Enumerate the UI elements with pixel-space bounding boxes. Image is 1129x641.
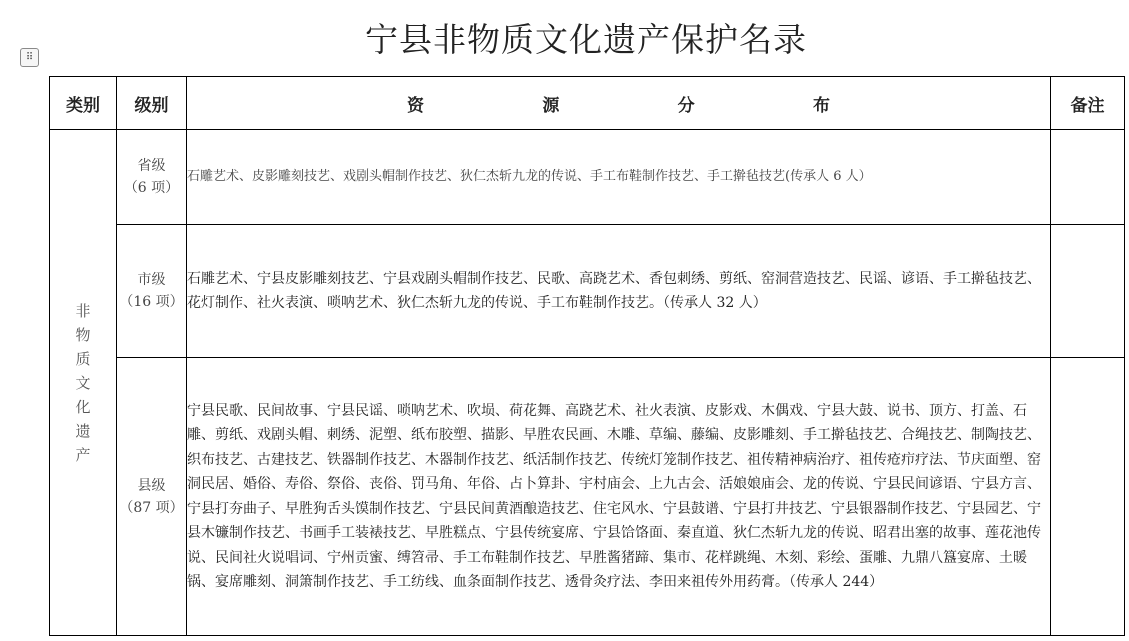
content-cell: 石雕艺术、宁县皮影雕刻技艺、宁县戏剧头帽制作技艺、民歌、高跷艺术、香包刺绣、剪纸、窑洞营造技艺、民谣、谚语、手工擀毡技艺、花灯制作、社火表演、唢呐艺术、狄仁杰斩九龙的传说、手工布鞋制作技艺。（传承人 32 人） [187,225,1051,358]
note-cell [1051,130,1125,225]
header-distribution-char: 源 [542,95,560,116]
table-move-handle-icon[interactable]: ⠿ [20,48,39,67]
level-count: （6 项） [123,180,180,196]
category-char: 物 [75,325,91,344]
table-row-county [50,358,1125,636]
heritage-table [49,76,1125,636]
category-char: 化 [75,397,91,416]
level-count: （16 项） [119,294,184,310]
category-char: 非 [75,301,91,320]
note-cell [1051,358,1125,636]
header-distribution-char: 布 [812,95,830,116]
level-cell [117,358,187,636]
category-char: 文 [75,373,91,392]
header-distribution [187,77,1051,130]
header-row [50,77,1125,130]
level-label: 市级 [137,272,166,288]
level-cell [117,225,187,358]
category-char: 遗 [75,421,91,440]
content-cell: 宁县民歌、民间故事、宁县民谣、唢呐艺术、吹埙、荷花舞、高跷艺术、社火表演、皮影戏、木偶戏、宁县大鼓、说书、顶方、打盖、石雕、剪纸、戏剧头帽、刺绣、泥塑、纸布胶塑、描影、早胜农民画、木雕、草编、藤编、皮影雕刻、手工擀毡技艺、合绳技艺、制陶技艺、织布技艺、古建技艺、铁器制作技艺、木器制作技艺、纸活制作技艺、传统灯笼制作技艺、祖传精神病治疗、祖传疮疖疗法、节庆面塑、窑洞民居、婚俗、寿俗、祭俗、丧俗、罚马角、年俗、占卜算卦、宇村庙会、上九古会、活娘娘庙会、龙的传说、宁县民间谚语、宁县方言、宁县打夯曲子、早胜狗舌头馍制作技艺、宁县民间黄酒酿造技艺、住宅风水、宁县鼓谱、宁县打井技艺、宁县银器制作技艺、宁县园艺、宁县木镰制作技艺、书画手工装裱技艺、早胜糕点、宁县传统宴席、宁县饸饹面、秦直道、狄仁杰斩九龙的传说、昭君出塞的故事、莲花池传说、民间社火说唱词、宁州贡蜜、缚笤帚、手工布鞋制作技艺、早胜酱猪蹄、集市、花样跳绳、木刻、彩绘、蛋雕、九鼎八簋宴席、土暖锅、宴席雕刻、洞箫制作技艺、手工纺线、血条面制作技艺、透骨灸疗法、李田来祖传外用药膏。（传承人 244） [187,358,1051,636]
category-char: 产 [75,445,91,464]
level-label: 县级 [137,477,166,494]
table-row-provincial [50,130,1125,225]
level-label: 省级 [137,158,166,174]
page-title: 宁县非物质文化遗产保护名录 [365,20,807,59]
table-row-municipal [50,225,1125,358]
category-char: 质 [75,349,91,368]
header-distribution-char: 资 [407,95,424,116]
content-cell: 石雕艺术、皮影雕刻技艺、戏剧头帽制作技艺、狄仁杰斩九龙的传说、手工布鞋制作技艺、手工擀毡技艺(传承人 6 人） [187,130,1051,225]
category-cell [50,130,117,636]
header-level: 级别 [117,77,187,130]
note-cell [1051,225,1125,358]
level-count: （87 项） [119,499,184,516]
header-category: 类别 [50,77,117,130]
level-cell [117,130,187,225]
header-remarks: 备注 [1051,77,1125,130]
header-distribution-char: 分 [677,95,695,116]
